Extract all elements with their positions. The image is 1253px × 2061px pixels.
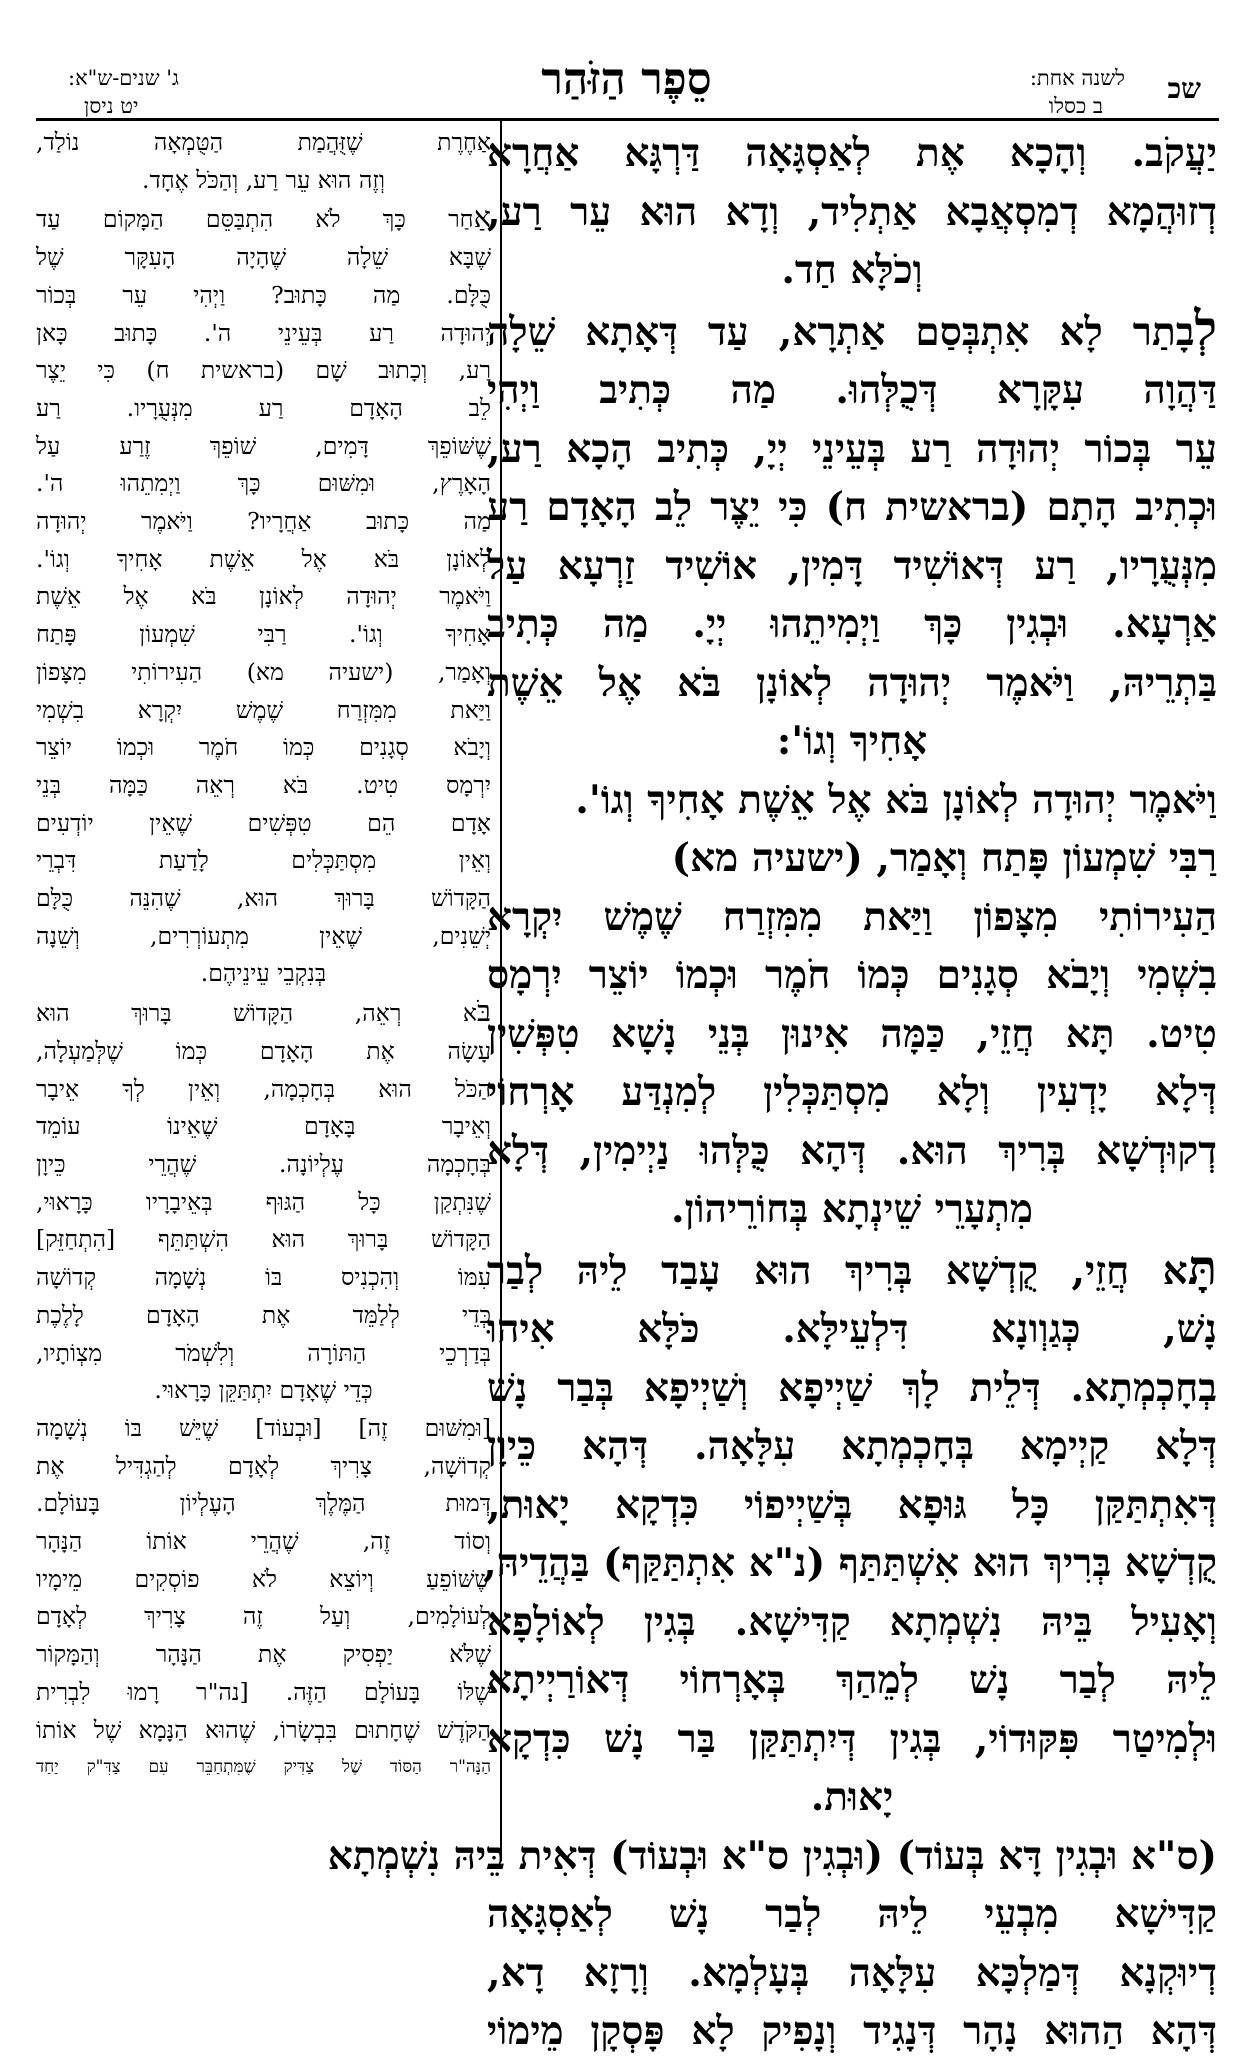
aramaic-text-line: וְכֹלָּא חַד. xyxy=(781,247,923,293)
hebrew-translation-line: בְּנִקְבֵי עֵינֵיהֶם. xyxy=(200,959,327,988)
aramaic-text-line: בַּתְרֵיהּ, וַיֹּאמֶר יְהוּדָה לְאוֹנָן בֹּא אֶל אֵשֶׁת xyxy=(487,659,1217,706)
hebrew-translation-line: וַיַּאת מִמִּזְרַח שֶׁמֶשׁ יִקְרָא בִשְׁמִי xyxy=(36,695,491,724)
aramaic-text-line: קַדִּישָׁא מִבְעֵי לֵיהּ לְבַר נָשׁ לְאַסְגָּאָה xyxy=(487,1891,1217,1937)
aramaic-text-line: וַיֹּאמֶר יְהוּדָה לְאוֹנָן בֹּא אֶל אֵשֶׁת אָחִיךָ וְגוֹ'. xyxy=(575,776,1217,823)
hebrew-translation-line: וְיָבֹא סְגָנִים כְּמוֹ חֹמֶר וּכְמוֹ יוֹצֵר xyxy=(36,733,491,762)
schedule-three-years: ג' שנים-ש"א: xyxy=(68,66,179,90)
hebrew-translation-line: שֶׁשּׁוֹפֵךְ דָּמִים, שׁוֹפֵךְ זֶרַע עַל xyxy=(36,431,491,460)
aramaic-text-line: אָחִיךָ וְגוֹ': xyxy=(776,718,928,764)
aramaic-text-line: קֻדְשָׁא בְּרִיךְ הוּא אִשְׁתַּתַּף (נ"א אִתְתַּקַּף) בַּהֲדֵיהּ, xyxy=(483,1540,1217,1586)
hebrew-translation-line: כֻּלָּם. מַה כָּתוּב? וַיְהִי עֵר בְּכוֹר xyxy=(36,280,491,309)
hebrew-translation-line: כְּדֵי שֶׁאָדָם יִתְתַּקֵּן כָּרָאוּי. xyxy=(154,1376,373,1405)
page-number: שכ xyxy=(1167,72,1201,105)
aramaic-text-line: טִיט. תָּא חֲזֵי, כַּמָּה אִינוּן בְּנֵי נָשָׁא טִפְּשִׁין xyxy=(487,1010,1217,1057)
hebrew-translation-line: יְהוּדָה רַע בְּעֵינֵי ה'. כָּתוּב כָּאן xyxy=(36,318,491,347)
hebrew-translation-line: שֶׁבָּא שֵׁלָה שֶׁהָיָה הָעִקָּר שֶׁל xyxy=(36,243,491,272)
hebrew-translation-line: אָחִיךָ וְגוֹ'. רַבִּי שִׁמְעוֹן פָּתַח xyxy=(36,620,491,649)
hebrew-translation-line: אַחַר כָּךְ לֹא הִתְבַּסֵּם הַמָּקוֹם עַד xyxy=(36,200,491,235)
hebrew-translation-line: שֶׁלֹּא יַפְסִיק אֶת הַנָּהָר וְהַמָּקוֹר xyxy=(36,1640,491,1669)
aramaic-text-line: לְבָתַר לָא אִתְבְּסַם אַתְרָא, עַד דְּאָתָא שֵׁלָה xyxy=(487,300,1217,357)
hebrew-translation-line: הָאָרֶץ, וּמִשּׁוּם כָּךְ וַיְמִתֵהוּ ה'. xyxy=(36,469,491,498)
hebrew-translation-line: שֶׁנִּתְקַן כָּל הַגּוּף בְּאֵיבָרָיו כָּרָאוּי, xyxy=(36,1187,491,1216)
hebrew-translation-line: וְאָמַר, (ישעיה מא) הַעִירוֹתִי מִצָּפוֹן xyxy=(36,657,491,686)
page-header xyxy=(0,0,1253,118)
aramaic-text-line: נָשׁ, כְּגַוְונָא דִּלְעֵילָּא. כֹּלָּא אִיהוּ xyxy=(487,1306,1217,1352)
aramaic-text-line: יַעֲקֹב. וְהָכָא אֶת לְאַסְגָּאָה דַּרְגָּא אַחֲרָא xyxy=(487,130,1217,176)
hebrew-translation-line: הַקֹּדֶשׁ שֶׁחָתוּם בִּבְשָׂרוֹ, שֶׁהוּא הַנָּמָא שֶׁל אוֹתוֹ xyxy=(36,1715,491,1744)
hebrew-translation-column xyxy=(36,124,491,1787)
hebrew-translation-line: הַכֹּל הוּא בְּחָכְמָה, וְאֵין לְךָ אֵיבָר xyxy=(36,1074,491,1103)
aramaic-text-line: מִנְּעֻרָיו, רַע דְּאוֹשִׁיד דָּמִין, אוֹשִׁיד זַרְעָא עַל xyxy=(487,542,1217,589)
hebrew-translation-line: וְסוֹד זֶה, שֶׁהֲרֵי אוֹתוֹ הַנָּהָר xyxy=(36,1527,491,1556)
hebrew-translation-line: [וּמִשּׁוּם זֶה] [וּבְעוֹד] שֶׁיֵּשׁ בּוֹ נְשָׁמָה xyxy=(36,1413,491,1442)
hebrew-translation-line: בֹּא רְאֵה, הַקָּדוֹשׁ בָּרוּךְ הוּא xyxy=(36,994,491,1029)
aramaic-text-line: תָּא חֲזֵי, קֻדְשָׁא בְּרִיךְ הוּא עָבַד לֵיהּ לְבַר xyxy=(487,1239,1217,1296)
schedule-three-years-date: יט ניסן xyxy=(84,94,139,118)
hebrew-translation-line: אַחֶרֶת שֶׁזֻּהֲמַת הַטֻּמְאָה נוֹלַד, xyxy=(36,128,491,156)
hebrew-translation-line: קְדוֹשָׁה, צָרִיךְ לְאָדָם לְהַגְדִּיל אֶת xyxy=(36,1451,491,1480)
hebrew-translation-line: רַע, וְכָתוּב שָׁם (בראשית ח) כִּי יֵצֶר xyxy=(36,356,491,385)
aramaic-text-line: אַרְעָא. וּבְגִין כָּךְ וַיְמִיתֵהוּ יְיָ. מַה כְּתִיב xyxy=(487,601,1217,647)
schedule-one-year-date: ב כסלו xyxy=(1048,94,1103,118)
aramaic-text-line: וּכְתִיב הָתָם (בראשית ח) כִּי יֵצֶר לֵב הָאָדָם רַע xyxy=(487,484,1217,530)
hebrew-translation-line: עָשָׂה אֶת הָאָדָם כְּמוֹ שֶׁלְּמַעְלָה, xyxy=(36,1036,491,1065)
hebrew-translation-line: הַנָּה"ר הַסּוֹד שֶׁל צַדִּיק שֶׁמִּתְחַבֵּר עִם צַדִּ"ק יַחַד xyxy=(36,1757,491,1778)
hebrew-translation-line: יִרְמָס טִיט. בֹּא רְאֵה כַּמָּה בְּנֵי xyxy=(36,770,491,799)
aramaic-text-line: דַּהֲוָה עִקָּרָא דְּכֻלְּהוּ. מַה כְּתִיב וַיְהִי xyxy=(487,367,1217,413)
aramaic-text-line: וּלְמִיטַר פִּקּוּדוֹי, בְּגִין דְּיִתְתַּקַּן בַּר נָשׁ כִּדְקָא xyxy=(487,1715,1217,1762)
hebrew-translation-line: שֶׁשּׁוֹפֵעַ וְיוֹצֵא לֹא פוֹסְקִים מֵימָיו xyxy=(36,1564,491,1593)
aramaic-text-line: דְזוּהֲמָא דְמִסְאֲבָא אַתְלִיד, וְדָא הוּא עֵר רַע, xyxy=(487,188,1217,235)
hebrew-translation-line: כְּדֵי לְלַמֵּד אֶת הָאָדָם לָלֶכֶת xyxy=(36,1300,491,1329)
aramaic-text-line: דְיוּקְנָא דְּמַלְכָּא עִלָּאָה בְּעָלְמָא. וְרָזָא דָא, xyxy=(487,1949,1217,1996)
hebrew-translation-line: וְזֶה הוּא עֵר רַע, וְהַכֹּל אֶחָד. xyxy=(141,165,385,194)
aramaic-text-line: דְּהָא הַהוּא נָהָר דְּנָגִיד וְנָפִיק לָא פָּסְקָן מֵימוֹי xyxy=(487,2008,1217,2054)
aramaic-text-line: מִתְעָרֵי שֵׁינְתָא בְּחוֹרֵיהוֹן. xyxy=(670,1186,1034,1232)
aramaic-text-line: בִשְׁמִי וְיָבֹא סְגָנִים כְּמוֹ חֹמֶר וּכְמוֹ יוֹצֵר יִרְמָס xyxy=(487,952,1217,998)
schedule-one-year: לשנה אחת: xyxy=(1029,66,1125,90)
aramaic-text-line: יָאוּת. xyxy=(810,1774,894,1820)
hebrew-translation-line: וַיֹּאמֶר יְהוּדָה לְאוֹנָן בֹּא אֶל אֵשֶׁת xyxy=(36,582,491,611)
hebrew-translation-line: וְאֵיבָר בָּאָדָם שֶׁאֵינוֹ עוֹמֵד xyxy=(36,1112,491,1141)
aramaic-text-line: רַבִּי שִׁמְעוֹן פָּתַח וְאָמַר, (ישעיה מא) xyxy=(671,835,1217,881)
aramaic-text-line: דְּלָא קַיְימָא בְּחָכְמְתָא עִלָּאָה. דְּהָא כֵּיוָן xyxy=(487,1423,1217,1469)
aramaic-text-line: לֵיהּ לְבַר נָשׁ לְמֵהַךְ בְּאָרְחוֹי דְּאוֹרַיְיתָא xyxy=(487,1657,1217,1703)
hebrew-translation-line: הַקָּדוֹשׁ בָּרוּךְ הוּא, שֶׁהִנֵּה כֻּלָּם xyxy=(36,884,491,913)
header-rule xyxy=(36,118,1219,121)
hebrew-translation-line: בְּחָכְמָה עֶלְיוֹנָה. שֶׁהֲרֵי כֵּיוָן xyxy=(36,1149,491,1178)
aramaic-text-line: הַעִירוֹתִי מִצָּפוֹן וַיַּאת מִמִּזְרַח שֶׁמֶשׁ יִקְרָא xyxy=(487,893,1217,940)
book-title: סֵפֶר הַזֹּהַר xyxy=(541,54,712,105)
hebrew-translation-line: דְּמוּת הַמֶּלֶךְ הָעֶלְיוֹן בָּעוֹלָם. xyxy=(36,1489,491,1518)
hebrew-translation-line: וְאֵין מִסְתַּכְּלִים לָדַעַת דִּבְרֵי xyxy=(36,846,491,875)
hebrew-translation-line: אָדָם הֵם טִפְּשִׁים שֶׁאֵין יוֹדְעִים xyxy=(36,808,491,837)
hebrew-translation-line: בְּדַרְכֵי הַתּוֹרָה וְלִשְׁמֹר מִצְוֹתָיו, xyxy=(36,1338,491,1367)
hebrew-translation-line: לְאוֹנָן בֹּא אֶל אֵשֶׁת אָחִיךָ וְגוֹ'. xyxy=(36,544,491,573)
hebrew-translation-line: שֶׁלּוֹ בָּעוֹלָם הַזֶּה. [נה"ר רָמוּ לִבְרִית xyxy=(36,1677,491,1706)
aramaic-text-column xyxy=(327,124,1217,2061)
hebrew-translation-line: מַה כָּתוּב אַחֲרָיו? וַיֹּאמֶר יְהוּדָה xyxy=(36,507,491,536)
aramaic-text-line: בְחָכְמְתָא. דְּלֵית לָךְ שַׁיְיפָא וְשַׁיְיפָא בְּבַר נָשׁ xyxy=(487,1364,1217,1411)
hebrew-translation-line: הַקָּדוֹשׁ בָּרוּךְ הוּא הִשְׁתַּתֵּף [הִתְחַזֵּק] xyxy=(36,1225,491,1254)
aramaic-text-line: (ס"א וּבְגִין דָּא בְּעוֹד) (וּבְגִין ס"א וּבְעוֹד) דְּאִית בֵּיהּ נִשְׁמְתָא xyxy=(327,1832,1217,1879)
hebrew-translation-line: לֵב הָאָדָם רַע מִנְּעֻרָיו. רַע xyxy=(36,393,491,422)
hebrew-translation-line: יְשֵׁנִים, שֶׁאֵין מִתְעוֹרְרִים, וְשֵׁנָה xyxy=(36,921,491,950)
hebrew-translation-line: עִמּוֹ וְהִכְנִיס בּוֹ נְשָׁמָה קְדוֹשָׁה xyxy=(36,1263,491,1292)
aramaic-text-line: וְאָעִיל בֵּיהּ נִשְׁמְתָא קַדִּישָׁא. בְּגִין לְאוֹלָפָא xyxy=(487,1598,1217,1645)
aramaic-text-line: עֵר בְּכוֹר יְהוּדָה רַע בְּעֵינֵי יְיָ, כְּתִיב הָכָא רַע, xyxy=(487,425,1217,472)
aramaic-text-line: דְקוּדְשָׁא בְּרִיךְ הוּא. דְּהָא כֻּלְּהוּ נַיְימִין, דְּלָא xyxy=(487,1127,1217,1174)
aramaic-text-line: דְּאִתְתַּקַּן כָּל גּוּפָא בְּשַׁיְיפוֹי כִּדְקָא יָאוּת, xyxy=(487,1481,1217,1528)
aramaic-text-line: דְּלָא יָדְעִין וְלָא מִסְתַּכְּלִין לְמִנְדַּע אָרְחוֹי xyxy=(487,1069,1217,1115)
hebrew-translation-line: לְעוֹלָמִים, וְעַל זֶה צָרִיךְ לְאָדָם xyxy=(36,1602,491,1631)
